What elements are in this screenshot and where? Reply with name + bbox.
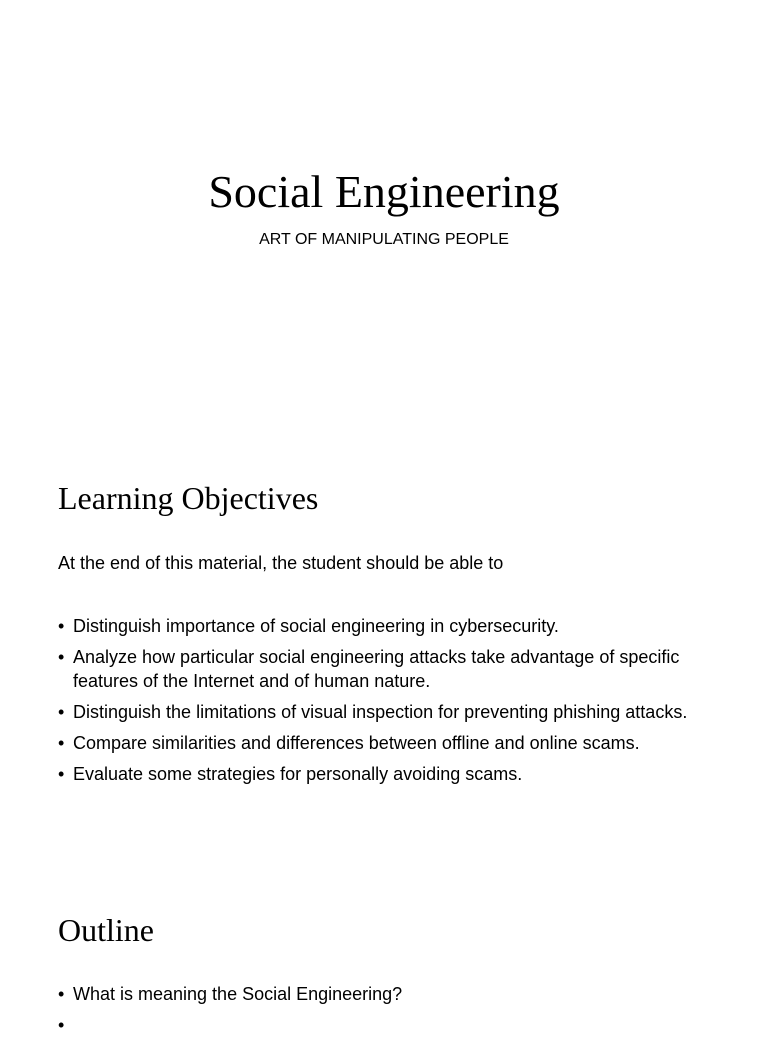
slide-title: Social Engineering — [208, 166, 560, 217]
bullet-dot-icon: • — [58, 1015, 65, 1035]
objective-text: Analyze how particular social engineering attacks take advantage of specific features of the Internet and of human nature. — [73, 647, 680, 691]
outline-item — [58, 982, 738, 1006]
slide-subtitle: ART OF MANIPULATING PEOPLE — [259, 231, 509, 248]
objective-item — [58, 731, 738, 755]
outline-text: What is meaning the Social Engineering? — [73, 984, 403, 1004]
objective-item — [58, 645, 738, 693]
objective-text: Distinguish the limitations of visual inspection for preventing phishing attacks. — [73, 702, 688, 722]
outline-item-clipped — [58, 1013, 738, 1037]
objective-text: Evaluate some strategies for personally avoiding scams. — [73, 764, 523, 784]
bullet-dot-icon: • — [58, 984, 65, 1004]
outline-list — [58, 982, 738, 1044]
objective-text: Distinguish importance of social engineering in cybersecurity. — [73, 616, 559, 636]
objectives-heading: Learning Objectives — [58, 480, 319, 516]
bullet-dot-icon: • — [58, 764, 65, 784]
objective-item — [58, 614, 738, 638]
title-slide — [0, 0, 768, 430]
bullet-dot-icon: • — [58, 702, 65, 722]
bullet-dot-icon: • — [58, 616, 65, 636]
outline-heading: Outline — [58, 912, 154, 948]
clipped-text — [73, 1025, 373, 1031]
bullet-dot-icon: • — [58, 647, 65, 667]
objectives-slide — [0, 430, 768, 850]
outline-slide — [0, 850, 768, 1035]
objective-item — [58, 700, 738, 724]
objectives-list — [58, 614, 738, 793]
objective-text: Compare similarities and differences between offline and online scams. — [73, 733, 640, 753]
objective-item — [58, 762, 738, 786]
objectives-intro: At the end of this material, the student should be able to — [58, 553, 504, 573]
bullet-dot-icon: • — [58, 733, 65, 753]
